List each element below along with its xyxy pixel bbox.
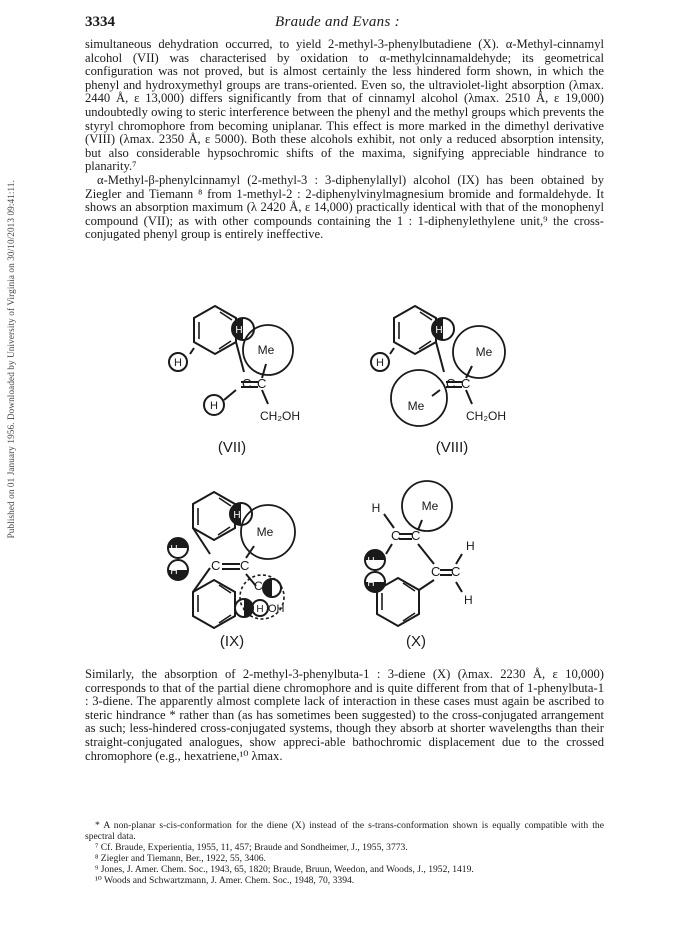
footnotes bbox=[85, 820, 604, 886]
ix-c-alpha: C bbox=[211, 558, 221, 573]
ix-c-methylene: C bbox=[254, 579, 263, 593]
viii-c-alpha: C bbox=[446, 376, 456, 391]
x-c-one: C bbox=[391, 528, 401, 543]
body-text-top bbox=[85, 38, 604, 242]
vii-compound-label: (VII) bbox=[217, 439, 247, 456]
footnote-8: ⁸ Ziegler and Tiemann, Ber., 1922, 55, 3406. bbox=[95, 853, 266, 864]
vii-h-left-label: H bbox=[174, 357, 182, 369]
viii-h-left-label: H bbox=[376, 357, 384, 369]
download-notice-text: Published on 01 January 1956. Downloaded by University of Virginia on 30/10/2013 09:41:11. bbox=[6, 180, 16, 539]
ix-h-left-bottom-label: H bbox=[170, 566, 178, 577]
x-h-bottom-label: H bbox=[367, 578, 375, 589]
viii-me-left-label: Me bbox=[407, 399, 425, 413]
viii-me-right-label: Me bbox=[475, 345, 493, 359]
body-text-bottom bbox=[85, 668, 604, 763]
x-h-top-label: H bbox=[367, 556, 375, 567]
paragraph-1: simultaneous dehydration occurred, to yield 2-methyl-3-phenylbutadiene (X). α-Methyl-cinnamyl alcohol (VII) was characterised by oxidation to α-methylcinnamaldehyde; its geometrical configuration was not proved, but is almost certainly the less hindered form shown, in which the phenyl and hydroxymethyl groups are trans-oriented. Even so, the ultraviolet-light absorption (λmax. 2440 Å, ε 13,000) differs significantly from that of cinnamyl alcohol (λmax. 2510 Å, ε 19,000) undoubtedly owing to steric interference between the phenyl and the methyl groups which prevents the styryl chromophore from becoming uniplanar. This effect is more marked in the dimethyl derivative (VIII) (λmax. 2350 Å, ε 5000). Both these alcohols exhibit, not only a reduced absorption intensity, but also considerable hypsochromic shifts of the maxima, signifying appreciable hindrance to planarity.⁷ bbox=[85, 37, 604, 174]
x-c-two: C bbox=[411, 528, 421, 543]
vii-h-ortho-label: H bbox=[235, 325, 243, 336]
footnote-9: ⁹ Jones, J. Amer. Chem. Soc., 1943, 65, 1820; Braude, Bruun, Weedon, and Woods, J., 1952, 1419. bbox=[95, 864, 474, 875]
structures-svg bbox=[0, 292, 673, 662]
structure-figure bbox=[0, 292, 673, 662]
viii-h-ortho-label: H bbox=[435, 325, 443, 336]
structure-viii bbox=[371, 306, 505, 426]
x-me-label: Me bbox=[421, 499, 439, 513]
running-title: Braude and Evans : bbox=[275, 14, 400, 30]
footnote-star: * A non-planar s-cis-conformation for the diene (X) instead of the s-trans-conformation shown is equally compatible with the spectral data. bbox=[85, 820, 604, 842]
x-c-three: C bbox=[431, 564, 441, 579]
ix-c-beta: C bbox=[240, 558, 250, 573]
vii-me-label: Me bbox=[257, 343, 275, 357]
viii-phenyl-ring bbox=[394, 306, 436, 354]
ix-h-ch2-label: H bbox=[272, 584, 280, 595]
vii-phenyl-ring bbox=[194, 306, 236, 354]
viii-me-circle-left bbox=[391, 370, 447, 426]
vii-h-vinyl-label: H bbox=[210, 400, 218, 412]
footnote-10: ¹⁰ Woods and Schwartzmann, J. Amer. Chem. Soc., 1948, 70, 3394. bbox=[95, 875, 355, 886]
vii-c-beta: C bbox=[257, 376, 267, 391]
ix-h-upper-label: H bbox=[233, 510, 241, 521]
ix-compound-label: (IX) bbox=[219, 633, 245, 650]
ix-h-oh-label: H bbox=[256, 604, 264, 615]
ix-h-ring-label: H bbox=[236, 604, 244, 615]
x-h-upper-right-label: H bbox=[466, 539, 475, 553]
page-header bbox=[85, 14, 605, 36]
vii-c-alpha: C bbox=[242, 376, 252, 391]
paragraph-3: Similarly, the absorption of 2-methyl-3-phenylbuta-1 : 3-diene (X) (λmax. 2230 Å, ε 10,000) corresponds to that of the partial diene chromophore and is quite different from that of 1-phenylbuta-1 : 3-diene. The apparently almost complete lack of interaction in these cases must again be ascribed to steric hindrance * rather than (as has sometimes been suggested) to the cross-conjugated arrangement as such; less-hindered cross-conjugated systems, though they absorb at shorter wavelengths than their straight-conjugated analogues, show appreci-able bathochromic displacement due to the crossed chromophore (e.g., hexatriene,¹⁰ λmax. bbox=[85, 667, 604, 763]
page-number: 3334 bbox=[85, 14, 115, 30]
x-h-lower-right-label: H bbox=[464, 593, 473, 607]
vii-ch2oh-label: CH₂OH bbox=[260, 409, 300, 423]
ix-upper-phenyl-ring bbox=[193, 492, 235, 540]
ix-lower-phenyl-ring bbox=[193, 580, 235, 628]
viii-ch2oh-label: CH₂OH bbox=[466, 409, 506, 423]
x-h-terminal-label: H bbox=[371, 501, 381, 515]
x-compound-label: (X) bbox=[406, 633, 426, 650]
ix-h-left-top-label: H bbox=[170, 544, 178, 555]
footnote-7: ⁷ Cf. Braude, Experientia, 1955, 11, 457; Braude and Sondheimer, J., 1955, 3773. bbox=[95, 842, 408, 853]
viii-c-beta: C bbox=[461, 376, 471, 391]
paragraph-2: α-Methyl-β-phenylcinnamyl (2-methyl-3 : 3-diphenylallyl) alcohol (IX) has been obtained by Ziegler and Tiemann ⁸ from 1-methyl-2 : 2-diphenylvinylmagnesium bromide and formaldehyde. It shows an absorption maximum (λ 2420 Å, ε 14,000) practically identical with that of the monophenyl compound (VII); as with other compounds containing the 1 : 1-diphenylethylene unit,⁹ the cross-conjugated phenyl group is entirely ineffective. bbox=[85, 172, 604, 242]
structure-vii bbox=[169, 306, 293, 415]
ix-oh-label: OH bbox=[268, 603, 285, 615]
viii-compound-label: (VIII) bbox=[435, 439, 469, 456]
x-c-four: C bbox=[451, 564, 461, 579]
ix-me-label: Me bbox=[256, 525, 274, 539]
